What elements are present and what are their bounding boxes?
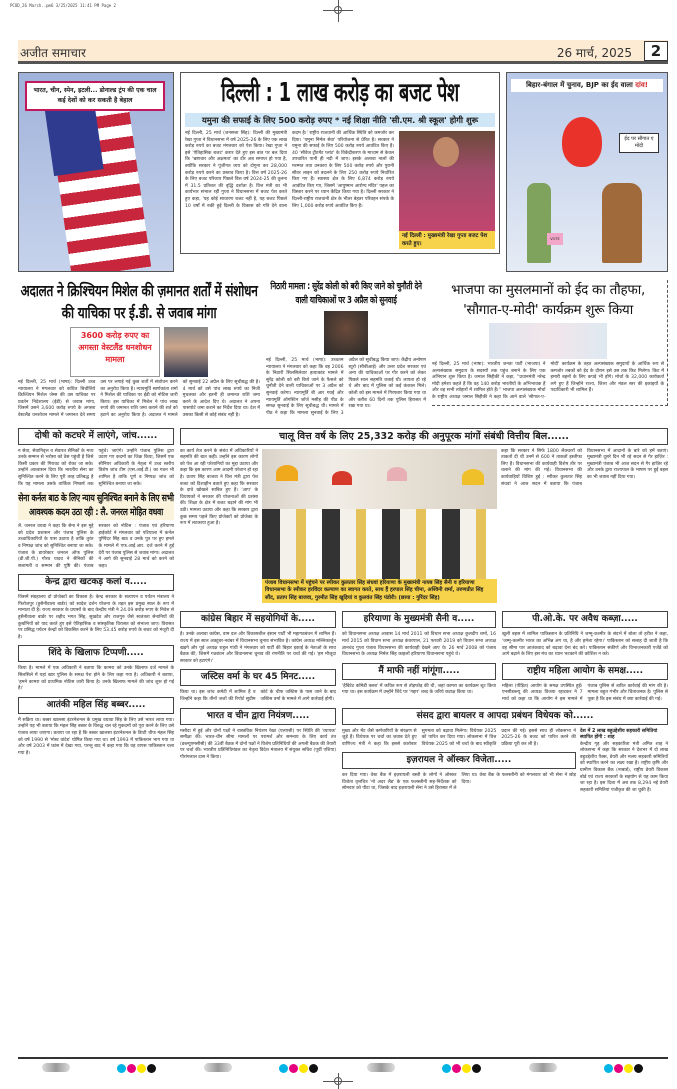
china-body: मसौदा में हुई और दोनों पक्षों ने वास्तविक नियंत्रण रेखा (एलएसी) पर स्थिति की 'व्यापक' समीक्षा की। भारत-चीन सीमा मामलों पर परामर्श और समन्वय के लिए कार्य तंत्र (डब्ल्यूएमसीसी) की 33वीं बैठक में दोनों पक्षों ने विशेष प्रतिनिधियों की अगली बैठक की तैयारी पर चर्चा की। भारतीय प्रतिनिधिमंडल का नेतृत्व विदेश मंत्रालय में संयुक्त सचिव (पूर्वी एशिया) गौरांगलाल दास ने किया। (180, 728, 336, 760)
boiler-body: मुख्य और मेंट जैसे कर्मचारियों के संरक्षण से जुड़े हैं। विधेयक पर चर्चा का जवाब देते हुए वाणिज्य मंत्री ने कहा कि इससे कारोबार सुगमता को बढ़ावा मिलेगा। विधेयक 2025 को पारित कर दिया गया। लोकसभा में वित्त विधेयक 2025 को भी चर्चा के बाद स्वीकृति प्रदान की गई। इससे साथ ही लोकसभा ने 2025-26 के बजट को पारित करने की प्रक्रिया पूरी कर ली है। (342, 728, 576, 747)
koli-photo (324, 311, 368, 355)
jump-head-justice: जस्टिस वर्मा के घर 45 मिनट..... (180, 669, 336, 686)
page-header (18, 40, 668, 64)
coop-story (580, 729, 668, 795)
lead-body-col1: नई दिल्ली, 25 मार्च (जनसत्ता सिंह): दिल्ली की मुख्यमंत्री रेखा गुप्ता ने विधानसभा में वर्ष 2025-26 के लिए एक लाख करोड़ रुपये का बजट मंगलवार को पेश किया। रेखा गुप्ता ने इसे 'ऐतिहासिक बजट' करार देते हुए इस बात पर बल दिया कि 'भ्रष्टाचार और अक्षमता' का दौर अब समाप्त हो गया है, क्योंकि सरकार ने पूंजीगत व्यय को दोगुना कर 28,000 करोड़ रुपये करने का प्रस्ताव किया है। वित्त वर्ष 2025-26 के लिए बजट परिव्यय पिछले वित्त वर्ष 2024-25 की तुलना में 31.5 प्रतिशत की वृद्धि दर्शाता है। वित्त मंत्री का भी कार्यभार संभाल रहीं गुप्ता ने विधानसभा में बजट पेश करते हुए कहा, 'यह कोई साधारण बजट नहीं है, यह बजट पिछले 10 वर्षों में रुकी हुई दिल्ली के विकास को गति देने वाला कदम है।' राष्ट्रीय राजधानी की आर्थिक स्थिति को कमजोर कर दिया। 'यमुना निर्मल सेवा' परियोजना से प्रेरित है। सरकार ने यमुना की सफाई के लिए 500 करोड़ रुपये आवंटित किए हैं। 40 'सीवेज ट्रीटमेंट प्लांट' के विकेंद्रीकरण के माध्यम से केवल उपचारित पानी ही नदी में जाए। इसके अलावा नालों की मरम्मत तथा उनकाय के लिए 500 करोड़ रुपये और पुरानी सीवर लाइन को बदलने के लिए 250 करोड़ रुपये निर्धारित किए गए हैं। स्वास्थ्य क्षेत्र के लिए 6,874 करोड़ रुपये आवंटित किए गए, जिसमें 'आयुष्मान आरोग्य मंदिर' पहल का विस्तार करने पर ध्यान केंद्रित किया गया है। दिल्ली सरकार ने दिल्ली-राष्ट्रीय राजधानी क्षेत्र के भीतर बेहतर परिवहन संपर्क के लिए 1,000 करोड़ रुपये आवंटित किए हैं। (185, 131, 394, 209)
lead-story (180, 72, 500, 254)
placard: ईद पर सौगात ए मोदी (619, 133, 659, 153)
newspaper-name: अजीत समाचार (20, 46, 86, 60)
jump-head-shinde: शिंदे के खिलाफ टिप्पणी..... (18, 645, 174, 662)
registration-mark (334, 1077, 342, 1085)
lead-photo-caption: नई दिल्ली : मुख्यमंत्री रेखा गुप्ता बजट पेश करते हुए। (399, 231, 495, 249)
saugat-photo (489, 323, 607, 359)
flag-stars (44, 100, 103, 176)
finance-body-right: कहा कि सरकार ने सिर्फ 1800 लैक्चररों को ताकतों दी थी उनमें से 600 ने ताकतों इस्तीफा लिए हैं। विधानसभा की कार्यवाही विशेष तौर पर चलाने की मांग की गई। विधानसभा की कार्यवाहियों विशिष्ट हुई : स्पीकर कुलतार सिंह संधवां ने आज सदन में बताया कि पंजाब विधानसभा में आदानों के बारे को हमें बताएं। मुख्यमंत्री दूसरे दिन भी रहे सदन से गैर हाज़िर : मुख्यमंत्री पंजाब भी आज सदन से गैर हाज़िर रहे और उनके द्वारा राज्यपाल के भाषण पर हुई बहस का भी जवाब नहीं दिया गया। (501, 448, 668, 487)
issue-date: 26 मार्च, 2025 (556, 46, 632, 60)
color-registration-bar (18, 1061, 668, 1073)
page-number: 2 (644, 41, 668, 61)
pok-body: खुली बहस में शामिल पाकिस्तान के प्रतिनिधि ने जम्मू-कश्मीर के संदर्भ में बोला तो हरीश ने कहा, 'जम्मू-कश्मीर भारत का अभिन्न अंग था, है और हमेशा रहेगा।' पाकिस्तान को सलाह दी जाती है कि वह सीमा पार आतंकवाद को बढ़ावा देना बंद करे। पाकिस्तान संकीर्ण और विभाजनकारी एजेंडे को आगे बढ़ाने के लिए इस मंच का ध्यान भटकाने की कोशिश न करे। (502, 632, 668, 658)
doshi-body: न सेवा, सेवानिवृत्त व सेवारत सैनिकों के मध्य उनके सम्मान से भरोसा को ठेस पहुंची है जिसे किसी प्रकार की गिरावट को रोका जा सके। उन्होंने आश्वासन दिया कि भारतीय सेना का सुनिश्चित करने के लिए पूरी तरह प्रतिबद्ध है कि यह मामला उसके तार्किक निष्कर्ष तक पहुंचे। जाएंगे। उन्होंने पंजाब पुलिस द्वारा उठाए गए कदमों का जिक्र किया, जिसमें एक सीनियर अधिकारी के नेतृत्व में उच्च स्तरीय विशेष जांच टीम (एस.आई.टी.) का गठन भी शामिल है ताकि पूर्ण व निष्पक्ष जांच को सुनिश्चित बनाया जा सके। (18, 448, 174, 487)
col-bath-body: लै. जनरल वधवा ने कहा कि सेना ने इस मुद्दे को प्रदेश प्रशासन और पंजाब पुलिस के उच्चाधिकारियों के पास उठाया है ताकि तुरंत व निष्पक्ष जांच को सुनिश्चित बनाया जा सके। पंजाब के डायरेक्टर जनरल ऑफ पुलिस (डी.जी.पी.) गौरव यादव ने सैनिकों की सलामती व सम्मान की पुष्टि की। पंजाब सरकार को नोटिस : पंजाब एवं हरियाणा हाईकोर्ट ने मंगलवार को पटियाला में कर्नल पुष्पिंदर सिंह बाठ व उनके पुत्र पर हुए हमले के मामले में एफ.आई.आर. दर्ज करने में हुई देरी पर पंजाब पुलिस से जवाब मांगा। अदालत ने आगे की सुनवाई 28 मार्च को करने को कहा। (18, 524, 174, 569)
michel-story (18, 280, 260, 420)
eid-cartoon (506, 72, 668, 272)
bag: VOTE (547, 233, 563, 245)
coop-headline: देश में 2 लाख बहुउद्देशीय सहकारी समितियां स्थापित होंगी : शाह (580, 728, 658, 741)
jump-head-doshi: दोषी को कटघरे में लाएंगे, जांच...... (18, 428, 174, 445)
print-slug: PCOD_26 March..pm6 3/25/2025 11:41 PM Page 2 (10, 3, 116, 8)
michel-body: नई दिल्ली, 25 मार्च (भाषा): दिल्ली उच्च न्यायालय ने मंगलवार को कथित बिचौलिये क्रिश्चियन मिशेल जेम्स की उस याचिका पर प्रवर्तन निदेशालय (ईडी) से जवाब मांगा, जिसमें उसने 3,600 करोड़ रुपये के अगस्ता वेस्टलैंड धनशोधन मामले में जमानत देते समय उस पर लगाई गई कुछ शर्तों में संशोधन करने का अनुरोध किया है। न्यायमूर्ति स्वर्णकांता शर्मा ने मिशेल की याचिका पर ईडी को नोटिस जारी किया। इस याचिका में मिशेल ने पांच लाख रुपये की जमानत राशि जमा कराने की शर्त को हटाने का अनुरोध किया है। अदालत ने मामले को सुनवाई 22 अप्रैल के लिए सूचीबद्ध की है। 4 मार्च को उसे पांच लाख रुपये का निजी मुचलका और इतनी ही जमानत राशि जमा करने के आदेश दिए थे। अदालत ने अपना पासपोर्ट जमा कराने का निर्देश दिया था। देश में उसका किसी से कोई संबंध नहीं है। (18, 380, 260, 418)
lead-subhead: यमुना की सफाई के लिए 500 करोड़ रुपए * नई शिक्षा नीति 'सी.एम. श्री स्कूल' होगी शुरू (185, 113, 495, 127)
cartoon-caption: भारत, चीन, स्पेन, इटली... डोनाल्ड ट्रंप की एक चाल कई देशों को कर सकती है बेहाल (25, 81, 165, 111)
michel-highlight-box: 3600 करोड़ रुपए का अगस्ता वेस्टलैंड धनशोधन मामला (70, 327, 160, 377)
man-figure (527, 183, 551, 263)
nithari-headline: निठारी मामला : सुरेंद्र कोली को बरी किए जाने को चुनौती देने वाली याचिकाओं पर 3 अप्रैल को सुनवाई (270, 281, 422, 306)
congress-body: है। उनके अलावा कांग्रेस, वाम दल और विकासशील इंसान पार्टी भी महागठबंधन में शामिल हैं। राज्य में इस साल अक्टूबर-नवंबर में विधानसभा चुनाव संभावित है। कांग्रेस अध्यक्ष मल्लिकार्जुन खड़गे और पूर्व अध्यक्ष राहुल गांधी ने मंगलवार को पार्टी की बिहार इकाई के नेताओं के साथ बैठक की, जिसमें गठबंधन और विधानसभा चुनाव की रणनीति पर चर्चा की गई। 'हम मौजूदा सरकार को हटाएंगे।' (180, 632, 336, 664)
finance-body-left: का कार्य तेज करने के संबंध में अधिकारियों ने सहमति की बात कही। उन्होंने इस कारण लोगों को पेश आ रही परेशानियों का मुद्दा उठाया और कहा कि इस कारण आम आदमी परेशान हो रहा है। प्रताप सिंह बाजवा ने वित्त मंत्री द्वारा पेश बजट को दिशाहीन बताते हुए कहा कि सरकार के दावे खोखले साबित हुए हैं। 'आप' के विधायकों ने सरकार की योजनाओं की प्रशंसा की। शिक्षा के क्षेत्र में बजट बढ़ाने की मांग भी उठी। मामला उठाया और कहा कि सरकार द्वारा कुछ समय पहले किए प्रोजेक्टों को प्रोजेक्ट के रूप में लटकाया हुआ है। (180, 448, 258, 527)
babbar-body: मैं सक्रिय था। बब्बर खालसा इंटरनेशनल के प्रमुख वधावा सिंह के लिए उसे भारत लाया गया। उन्होंने यह भी बताया कि मंहल सिंह बब्बर के विरुद्ध चल रहे मुकदमों को पूरा करने के लिए उसे पंजाब लाया जाएगा। बताया जा रहा है कि बब्बर खालसा इंटरनेशनल के डिप्टी चीफ मंहल सिंह को वर्ष 1990 से 'मोस्ट वांटेड' घोषित किया गया था। वर्ष 1993 में पाकिस्तान भाग गया था और वर्ष 2003 में फ्रांस में देखा गया, परन्तु बाद में कहा गया कि वह वापस पाकिस्तान चला गया है। (18, 717, 174, 756)
assembly-group-photo (262, 449, 497, 579)
cm-rekha-gupta-photo (399, 131, 495, 231)
leader-figure (602, 183, 642, 263)
registration-mark (334, 6, 342, 14)
michel-photo (164, 327, 208, 377)
saugat-body: नई दिल्ली, 25 मार्च (भाषा): भारतीय जनता पार्टी (भाजपा) ने अल्पसंख्यक समुदाय के सदस्यों तक पहुंच बनाने के लिए एक अभियान शुरू किया है। जमाल सिद्दीकी ने कहा, ''प्रधानमंत्री नरेन्द्र मोदी हमेशा कहते हैं कि वह 140 करोड़ भारतीयों के अभिभावक हैं और वह सभी त्योहारों में शामिल होते हैं।'' भाजपा अल्पसंख्यक मोर्चा के राष्ट्रीय अध्यक्ष जमाल सिद्दीकी ने कहा कि आने वाले 'सौगात-ए-मोदी' कार्यक्रम के तहत अल्पसंख्यक समुदायों के आर्थिक रूप से कमजोर तबकों को ईद के दौरान इसे उस तक किट मिलेगा। किट में हमारी बहनों के लिए कपड़े भी होंगे। मोर्चा के 32,000 कार्यकर्ता लगे हुए हैं जिन्होंने राज्य, जिला और मंडल स्तर की इकाइयों के पदाधिकारी भी शामिल हैं। (432, 362, 664, 400)
jump-head-nwc: राष्ट्रीय महिला आयोग के समक्ष..... (502, 663, 668, 680)
balloon-icon (562, 117, 602, 167)
page-footer (18, 1051, 668, 1089)
lead-headline: दिल्ली : 1 लाख करोड़ का बजट पेश (221, 78, 460, 108)
maafi-body: 'हैबिटेट कॉमेडी क्लब' में कथित रूप से तोड़फोड़ की थी, जहां कामरा का कार्यक्रम शूट किया गया था। इस कार्यक्रम में उन्होंने शिंदे पर 'गद्दार' शब्द के जरिये कटाक्ष किया था। (342, 683, 496, 696)
saugat-story (432, 280, 668, 406)
coop-body: केन्द्रीय गृह और सहकारिता मंत्री अमित शाह ने लोकसभा में कहा कि सरकार ने देशभर में दो लाख बहुउद्देशीय पैक्स, डेयरी और मत्स्य सहकारी समितियों को स्थापित करने का लक्ष्य रखा है। राष्ट्रीय कृषि और ग्रामीण विकास बैंक (नाबार्ड), राष्ट्रीय डेयरी विकास बोर्ड एवं राज्य सरकारों के सहयोग से यह काम किया जा रहा है। इस दिशा में अब तक 8,294 नई डेयरी सहकारी समितियां पंजीकृत की जा चुकी हैं। (580, 741, 668, 793)
nithari-story (266, 280, 426, 417)
shinde-body: किया है। मामले में एक अधिकारी ने बताया कि कामरा को उनके खिलाफ दर्ज मामले के सिलसिले में यहां खार पुलिस के समक्ष पेश होने के लिए कहा गया है। अधिकारी ने बताया, 'हमने कामरा को प्राथमिक नोटिस जारी किया है। उनके खिलाफ मामले की जांच शुरू हो गई है।' (18, 666, 174, 692)
assembly-photo-caption: पंजाब विधानसभा में पहुंचने पर स्पीकर कुलतार सिंह संधवां हरियाणा के मुख्यमंत्री नायब सिंह सैनी व हरियाणा विधानसभा के स्पीकर हरविंदर कल्याण का स्वागत करते, साथ हैं हरपाल सिंह चीमा, अश्विनी शर्मा, तरुणप्रीत सिंह सौंद, प्रताप सिंह बाजवा, गुरमीत सिंह खुड़ियां व कुलवंत सिंह पंडोरी। (छाया : गुरिंदर सिंह) (262, 579, 497, 604)
nithari-body: नई दिल्ली, 25 मार्च (भाषा): उच्चतम न्यायालय ने मंगलवार को कहा कि वह 2006 के निठारी सिलसिलेवार हत्याकांड मामले में सुरेंद्र कोली को बरी किये जाने के फैसले को चुनौती देने वाली याचिकाओं पर 3 अप्रैल को सुनवाई करेगा। न्यायमूर्ति बी आर गवई और न्यायमूर्ति ऑगस्टिन जॉर्ज मसीह की पीठ के समक्ष सुनवाई के लिए सूचीबद्ध थी। मामले में पीठ ने कहा कि मामला सुनवाई के लिए 3 अप्रैल को सूचीबद्ध किया जाए। केंद्रीय अन्वेषण ब्यूरो (सीबीआई) और उत्तर प्रदेश सरकार एवं अन्य की याचिकाओं पर गौर करने को लेकर पिछले साल सहमति जताई थी। लापता हो रहे थे और बाद में पुलिस को कई कंकाल मिले। कोली को इस मामले में गिरफ्तार किया गया था और करीब 60 दिनों तक पुलिस हिरासत में रखा गया था। (266, 358, 426, 416)
jump-head-israel: इज़रायल ने ऑस्कर विजेता..... (342, 752, 576, 769)
jump-head-china: भारत व चीन द्वारा नियंत्रण..... (180, 708, 336, 725)
jump-head-khatkar: केन्द्र द्वारा खटकड़ कलां व..... (18, 574, 174, 591)
jump-head-maafi: मैं माफी नहीं मांगूंगा..... (342, 663, 496, 680)
jump-head-haryana: हरियाणा के मुख्यमंत्री सैनी व..... (342, 611, 496, 628)
jump-head-boiler: संसद द्वारा बायलर व आपदा प्रबंधन विधेयक को...... (342, 708, 668, 725)
trump-cartoon (18, 72, 174, 272)
justice-body: किया था। इस जांच कमेटी में शामिल हैं व जिन्होंने कहा कि तीनों जजों की रिपोर्ट सुप्रीम कोर्ट के चीफ जस्टिस के पास जाने के बाद जस्टिस वर्मा के मामले में आगे कार्रवाई होगी। (180, 690, 336, 702)
israel-body: कर दिया गया। वेस्ट बैंक में इज़रायली बस्ती के लोगों ने ऑस्कर विजेता वृत्तचित्र 'नो अदर लैंड' के एक फलस्तीनी सह-निर्देशक को सोमवार को पीटा था, जिसके बाद इज़रायली सेना ने उसे हिरासत में ले लिया था। वेस्ट बैंक के फलस्तीनी को मंगलवार को भी सेना ने छोड़ दिया। (342, 773, 576, 792)
col-bath-headline: सेना कर्नल बाठ के लिए न्याय सुनिश्चित बनाने के लिए सभी आवश्यक कदम उठा रही : लै. जनरल मोहित वधवा (18, 493, 174, 519)
nwc-body: महिला (पीड़ित) आयोग के समक्ष उपस्थित हुईं। एनसीडब्ल्यू की अध्यक्ष विजया रहाटकर ने 7 मार्च को कहा था कि आयोग ने इस मामले में पंजाब पुलिस से त्वरित कार्रवाई की मांग की है। मामला बहुत गंभीर और चिंताजनक है। पुलिस से पूछा है कि इस संबंध में क्या कार्रवाई की गई। (502, 683, 668, 702)
cartoon-title: बिहार-बंगाल में चुनाव, BJP का ईद वाला दांव! (511, 79, 663, 92)
footer-rule (18, 1057, 668, 1059)
michel-headline: अदालत ने क्रिश्चियन मिशेल की ज़मानत शर्तों में संशोधन की याचिका पर ई.डी. से जवाब मांगा (20, 282, 258, 322)
jump-head-babbar: आतंकी महिल सिंह बब्बर..... (18, 697, 174, 714)
jump-head-finance: चालू वित्त वर्ष के लिए 25,332 करोड़ की अनुपूरक मांगों संबंधी वित्तीय बिल...... (180, 428, 668, 445)
jump-head-pok: पी.ओ.के. पर अवैध कब्ज़ा..... (502, 611, 668, 628)
haryana-body: को विधानसभा अध्यक्ष आवास 14 मार्च 2011 को विधान सभा अध्यक्ष कुलदीप शर्मा, 16 मार्च 2015 को विधान सभा अध्यक्ष कंवरपाल, 21 फरवरी 2019 को विधान सभा अध्यक्ष ज्ञानचंद गुप्ता पंजाब विधानसभा की कार्यवाही देखने आए थे। 26 मार्च 2008 को पंजाब विधानसभा के अध्यक्ष निर्मल सिंह काहलों हरियाणा विधानसभा पहुंचे थे। (342, 632, 496, 658)
bottom-marks (18, 1073, 668, 1089)
khatkar-body: जिसमें संग्रहालय दो प्रोजेक्टों का विकास है। केन्द्र सरकार के सत्यापन व पर्यटन मंत्रालय ने फिरोजपुर (हुसैनीवाला बार्डर) को स्वदेश दर्शन योजना के तहत इस प्रमुख स्थल के रूप में मान्यता दी है। राज्य सरकार के प्रयासों के बाद केन्द्रीय मंत्री ने 24.09 करोड़ रुपए के निवेश से हुसैनीवाला बार्डर पर शहीद भगत सिंह, सुखदेव और राजगुरु जैसे स्वतंत्रता सेनानियों की कुर्बानियों को याद करते हुए इसे ऐतिहासिक व सांस्कृतिक विरासत को संभाला जाए। विरासत पर प्रसिद्ध पर्यटन केन्द्रों को विकसित करने के लिए 53.45 करोड़ रुपये के बजट को मंजूरी दी है। (18, 595, 174, 640)
jump-head-congress: कांग्रेस बिहार में सहयोगियों के..... (180, 611, 336, 628)
saugat-headline: भाजपा का मुसलमानों को ईद का तौहफा, 'सौगात-ए-मोदी' कार्यक्रम शुरू किया (451, 282, 645, 318)
